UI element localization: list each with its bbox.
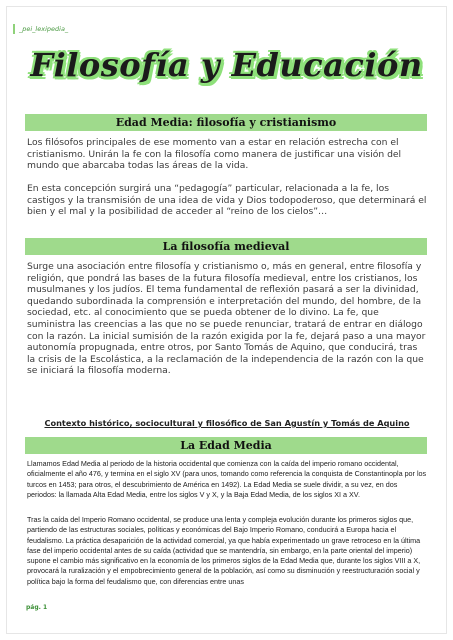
brand-header bbox=[13, 24, 68, 34]
context-subtitle: Contexto histórico, sociocultural y filosófico de San Agustín y Tomás de Aquino bbox=[44, 418, 410, 428]
section-title-filosofia-medieval: La filosofía medieval bbox=[25, 238, 427, 255]
paragraph-2: En esta concepción surgirá una “pedagogía” particular, relacionada a la fe, los castigos y la transmisión de una idea de vida y Dios todopoderoso, que determinará el bien y el mal y la posibilidad de acceder al “reino de los cielos”… bbox=[27, 183, 427, 218]
paragraph-3: Surge una asociación entre filosofía y cristianismo o, más en general, entre filosofía y religión, que pondrá las bases de la futura filosofía medieval, entre los cristianos, los musulmanes y los judíos. El tema fundamental de reflexión pasará a ser la divinidad, quedando subordinada la comprensión e interpretación del mundo, del hombre, de la sociedad, etc. al conocimiento que se pueda obtener de lo divino. La fe, que suministra las creencias a las que no se puede renunciar, tratará de entrar en diálogo con la razón. La inicial sumisión de la razón exigida por la fe, dejará paso a una mayor autonomía propugnada, entre otros, por Santo Tomás de Aquino, que conducirá, tras la crisis de la Escolástica, a la reclamación de la independencia de la razón con la que se iniciará la filosofía moderna. bbox=[27, 261, 426, 377]
section-title-edad-media-filosofia: Edad Media: filosofía y cristianismo bbox=[25, 114, 427, 131]
paragraph-4: Llamamos Edad Media al periodo de la historia occidental que comienza con la caída del imperio romano occidental, oficialmente el año 476, y termina en el siglo XV (para unos, tomando como referencia la conquista de Constantinopla por los turcos en 1453; para otros, el descubrimiento de América en 1492). La Edad Media se suele dividir, a su vez, en dos periodos: la llamada Alta Edad Media, entre los siglos V y X, y la Baja Edad Media, de los siglos XI a XV. bbox=[27, 459, 427, 499]
page-title: Filosofía y Educación bbox=[30, 46, 423, 84]
brand-bar bbox=[13, 24, 15, 34]
brand-text: _pei_lexipedia_ bbox=[19, 25, 69, 33]
section-title-la-edad-media: La Edad Media bbox=[25, 437, 427, 454]
paragraph-5: Tras la caída del Imperio Romano occidental, se produce una lenta y compleja evolución durante los primeros siglos que, partiendo de las estructuras sociales, políticas y económicas del Bajo Imperio Romano, conducirá a Europa hacia el feudalismo. La práctica desaparición de la actividad comercial, ya que había experimentado un grave retroceso en la última fase del imperio occidental antes de su caída (actividad que se mantendría, sin embargo, en la parte oriental del imperio) supone el cambio más significativo en la economía de los primeros siglos de la Edad Media que, durante los siglos VIII a X, provocará la ruralización y el empobrecimiento general de la población, así como su disminución y reestructuración social y política bajo la forma del feudalismo que, con diferencias entre unas bbox=[27, 515, 421, 586]
paragraph-1: Los filósofos principales de ese momento van a estar en relación estrecha con el cristianismo. Unirán la fe con la filosofía como manera de justificar una visión del mundo que abarcaba todas las áreas de la vida. bbox=[27, 137, 402, 172]
page-number: pág. 1 bbox=[26, 604, 48, 611]
